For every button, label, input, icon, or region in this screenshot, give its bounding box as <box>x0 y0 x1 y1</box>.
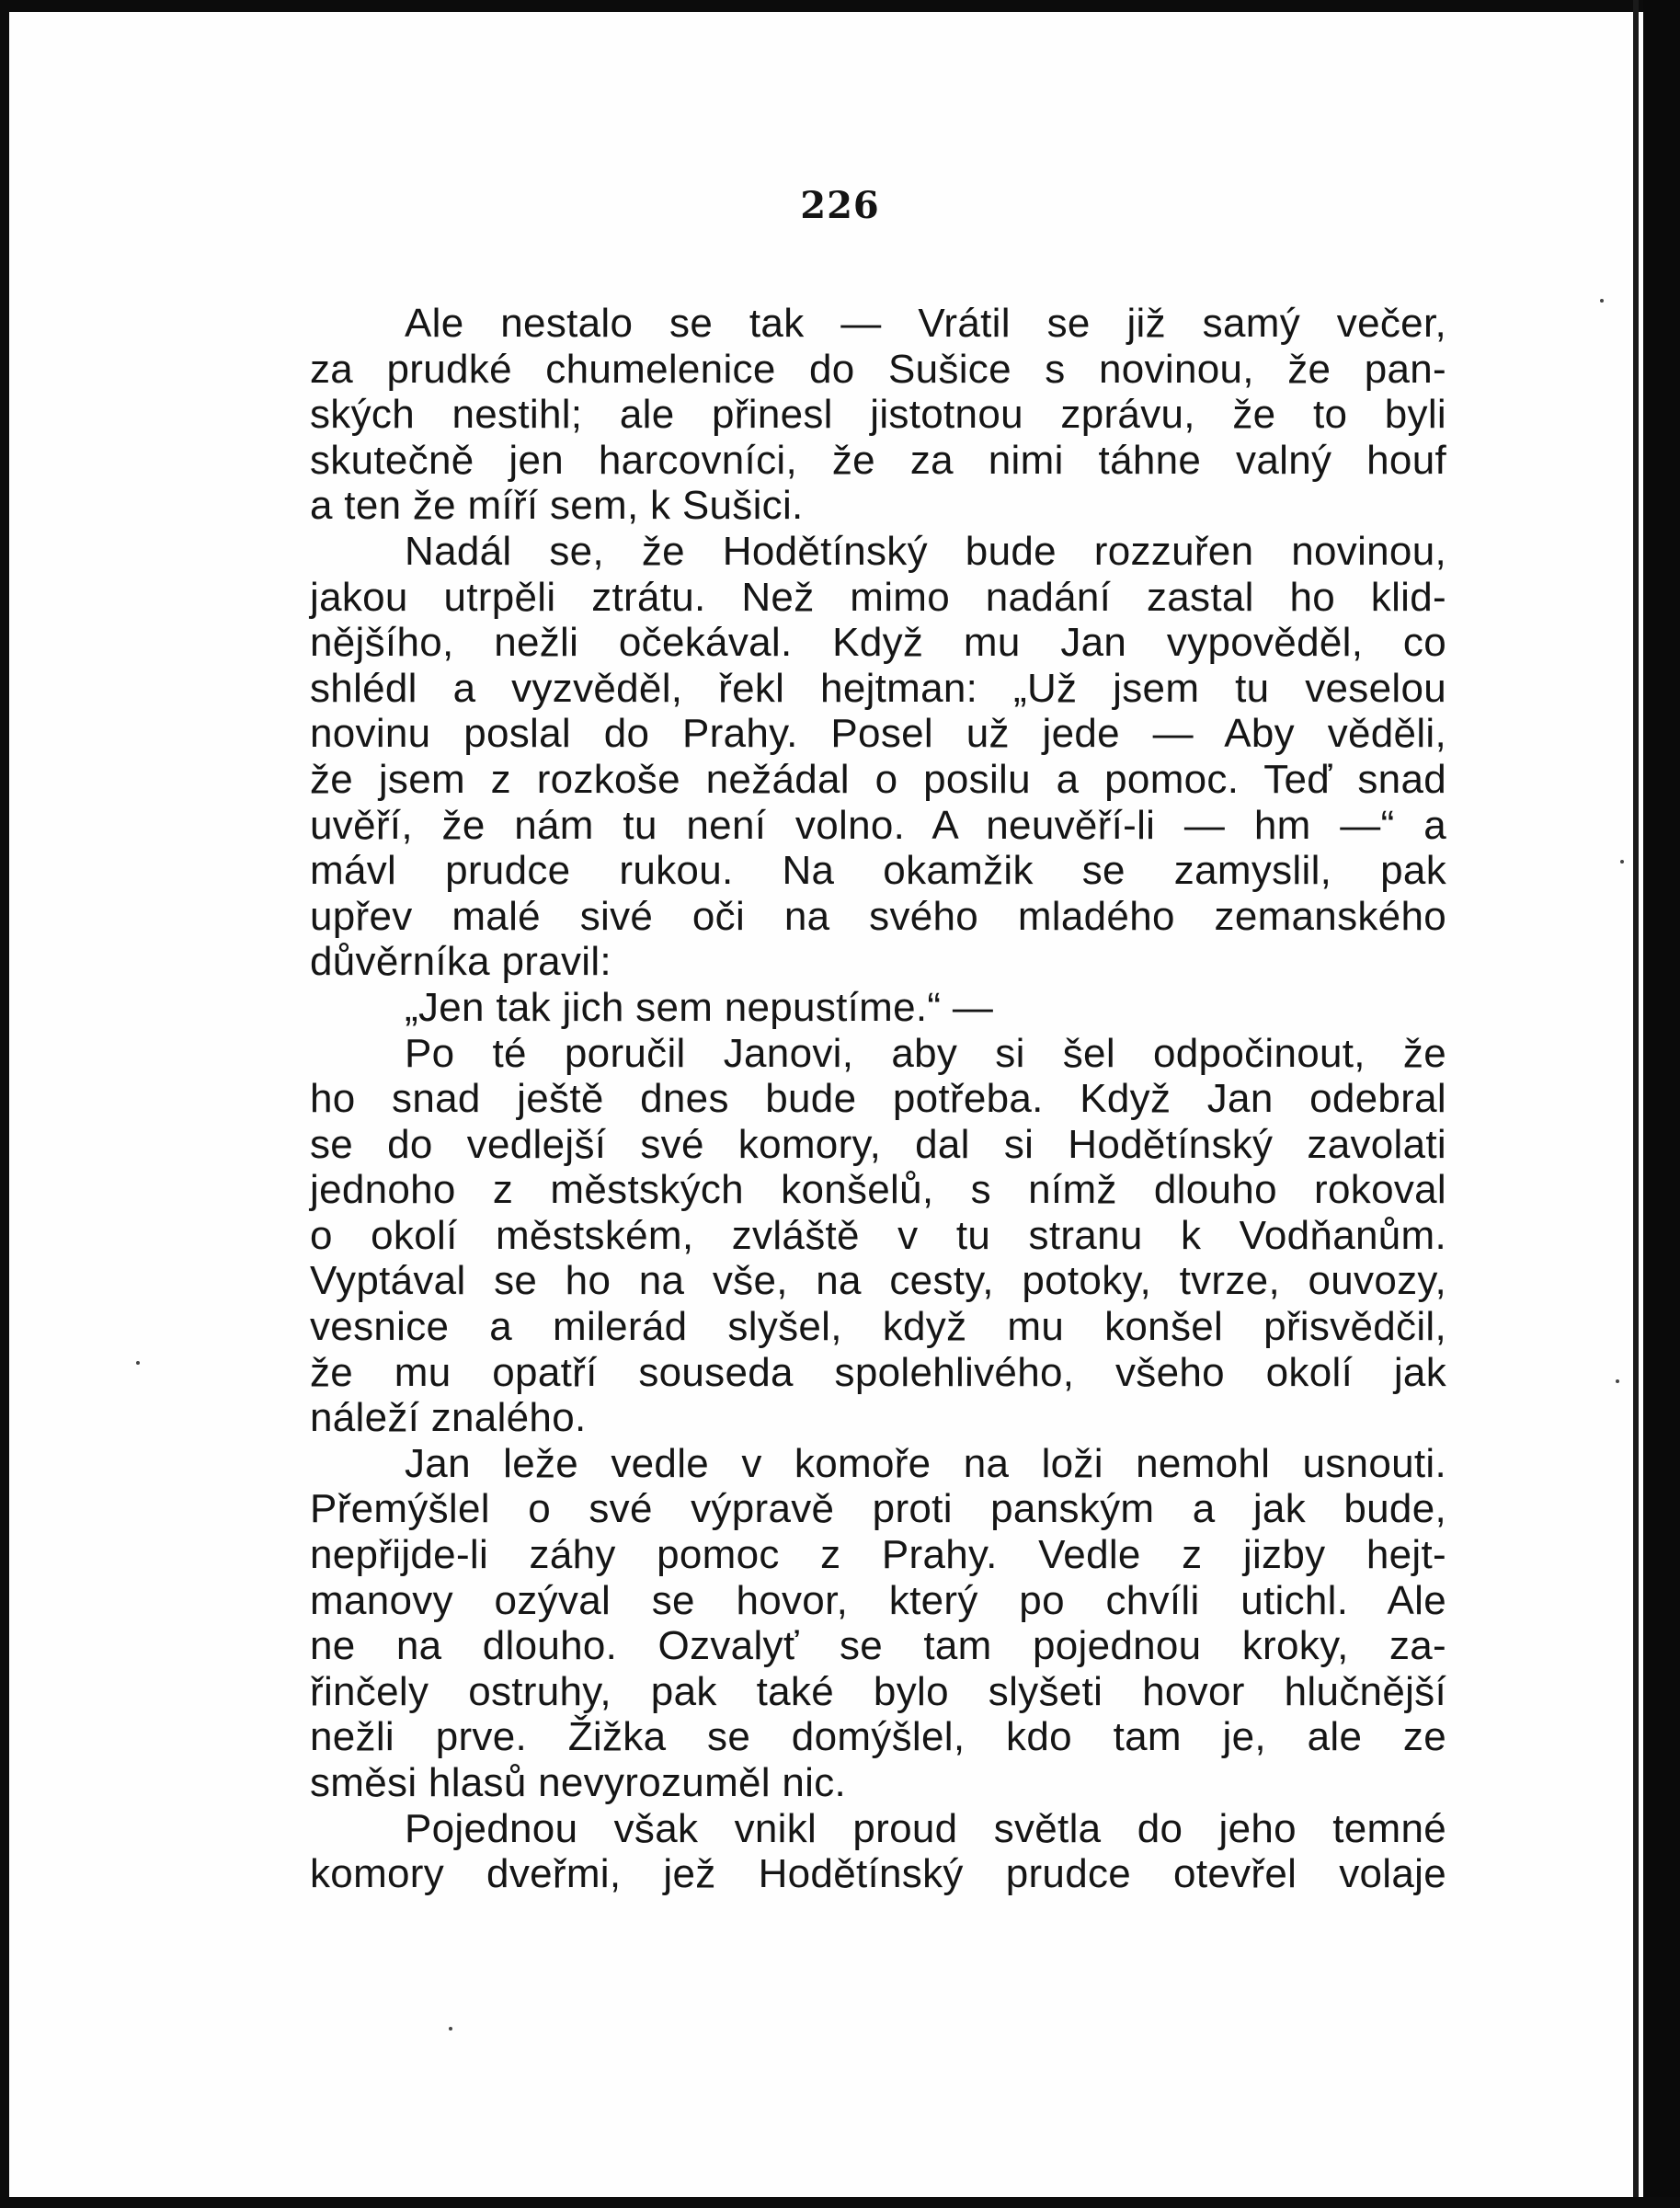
text-line: novinu poslal do Prahy. Posel už jede — Aby věděli, <box>310 711 1446 757</box>
text-line: Pojednou však vnikl proud světla do jeho temné <box>405 1805 1446 1851</box>
scan-border-left <box>0 0 9 2208</box>
scan-speck <box>1616 1379 1619 1383</box>
scan-border-top <box>0 0 1680 12</box>
text-line: se do vedlejší své komory, dal si Hodětínský zavolati <box>310 1121 1446 1167</box>
text-line: ho snad ještě dnes bude potřeba. Když Jan odebral <box>310 1076 1446 1122</box>
scan-speck <box>1600 299 1604 303</box>
text-line: skutečně jen harcovníci, že za nimi táhne valný houf <box>310 437 1446 483</box>
text-line: uvěří, že nám tu není volno. A neuvěří-li — hm —“ a <box>310 802 1446 848</box>
text-line: za prudké chumelenice do Sušice s novinou, že pan- <box>310 346 1446 392</box>
text-line: manovy ozýval se hovor, který po chvíli utichl. Ale <box>310 1577 1446 1623</box>
text-line: nějšího, nežli očekával. Když mu Jan vypověděl, co <box>310 620 1446 666</box>
scan-border-bottom <box>0 2197 1680 2208</box>
text-line: nepřijde-li záhy pomoc z Prahy. Vedle z jizby hejt- <box>310 1532 1446 1578</box>
text-line: a ten že míří sem, k Sušici. <box>310 483 804 529</box>
text-line: vesnice a milerád slyšel, když mu konšel přisvědčil, <box>310 1304 1446 1350</box>
scan-border-right-inner <box>1633 0 1639 2208</box>
text-line: jakou utrpěli ztrátu. Než mimo nadání zastal ho klid- <box>310 574 1446 620</box>
text-line: „Jen tak jich sem nepustíme.“ — <box>405 984 994 1030</box>
text-line: upřev malé sivé oči na svého mladého zemanského <box>310 893 1446 939</box>
text-line: shlédl a vyzvěděl, řekl hejtman: „Už jsem tu veselou <box>310 665 1446 711</box>
text-line: Nadál se, že Hodětínský bude rozzuřen novinou, <box>405 528 1446 574</box>
scan-speck <box>136 1361 140 1365</box>
text-line: o okolí městském, zvláště v tu stranu k Vodňanům. <box>310 1212 1446 1258</box>
text-line: jednoho z městských konšelů, s nímž dlouho rokoval <box>310 1167 1446 1213</box>
text-line: že mu opatří souseda spolehlivého, všeho okolí jak <box>310 1349 1446 1395</box>
text-line: ne na dlouho. Ozvalyť se tam pojednou kroky, za- <box>310 1623 1446 1669</box>
text-line: důvěrníka pravil: <box>310 939 611 985</box>
text-line: Jan leže vedle v komoře na loži nemohl usnouti. <box>405 1440 1446 1486</box>
scan-speck <box>449 2027 452 2031</box>
scan-border-right <box>1643 0 1680 2208</box>
text-line: komory dveřmi, jež Hodětínský prudce otevřel volaje <box>310 1851 1446 1897</box>
text-line: nežli prve. Žižka se domýšlel, kdo tam je, ale ze <box>310 1714 1446 1760</box>
scan-speck <box>1620 860 1624 864</box>
text-line: mávl prudce rukou. Na okamžik se zamyslil, pak <box>310 848 1446 894</box>
text-line: Přemýšlel o své výpravě proti panským a jak bude, <box>310 1486 1446 1532</box>
text-line: ských nestihl; ale přinesl jistotnou zprávu, že to byli <box>310 392 1446 438</box>
text-line: řinčely ostruhy, pak také bylo slyšeti hovor hlučnější <box>310 1668 1446 1714</box>
text-line: Po té poručil Janovi, aby si šel odpočinout, že <box>405 1030 1446 1076</box>
text-line: směsi hlasů nevyrozuměl nic. <box>310 1760 847 1805</box>
page-number: 226 <box>800 184 880 227</box>
text-line: Ale nestalo se tak — Vrátil se již samý večer, <box>405 301 1446 346</box>
text-line: že jsem z rozkoše nežádal o posilu a pomoc. Teď snad <box>310 756 1446 802</box>
body-text <box>310 301 1446 1897</box>
text-line: náleží znalého. <box>310 1395 587 1441</box>
text-line: Vyptával se ho na vše, na cesty, potoky, tvrze, ouvozy, <box>310 1258 1446 1304</box>
